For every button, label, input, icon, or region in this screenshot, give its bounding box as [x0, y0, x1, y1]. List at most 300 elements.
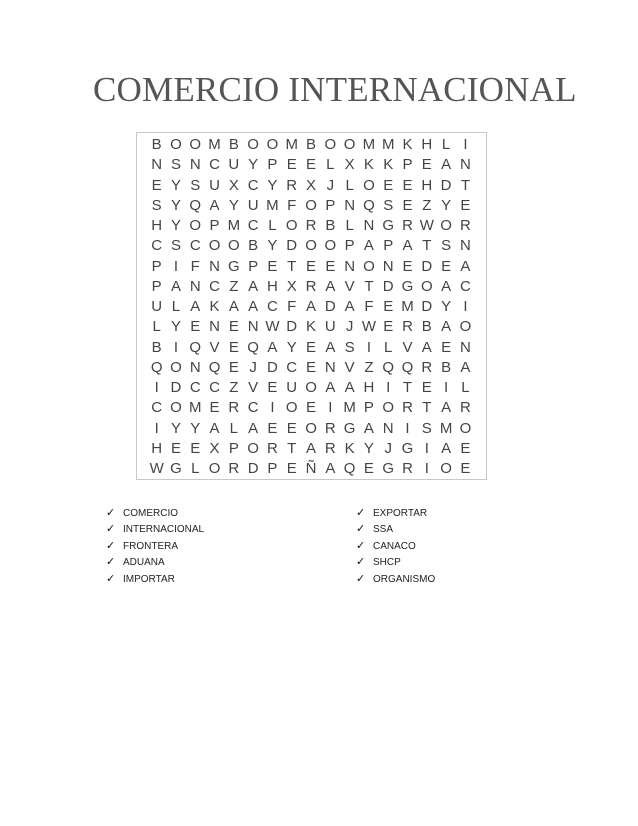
grid-letter: W [265, 318, 280, 336]
grid-letter: Q [189, 338, 202, 356]
grid-letter: O [170, 358, 182, 376]
grid-letter: E [209, 399, 220, 417]
grid-letter: E [383, 298, 394, 315]
grid-letter: A [344, 379, 355, 396]
grid-letter: I [154, 379, 159, 396]
grid-letter: A [363, 419, 374, 437]
grid-letter: A [325, 277, 336, 295]
grid-letter: O [189, 136, 202, 153]
grid-letter: R [402, 217, 413, 234]
checkmark-icon: ✓ [356, 538, 366, 552]
grid-letter: N [324, 358, 336, 376]
grid-letter: T [460, 176, 470, 194]
grid-letter: C [209, 156, 220, 174]
grid-letter: S [170, 237, 181, 255]
grid-letter: O [324, 237, 337, 255]
word-list-item [106, 505, 204, 521]
grid-letter: E [383, 318, 394, 336]
grid-letter: C [286, 358, 298, 376]
grid-letter: E [228, 338, 239, 356]
grid-letter: W [419, 217, 434, 234]
grid-letter: N [209, 318, 220, 336]
grid-letter: P [267, 460, 278, 477]
grid-letter: E [267, 419, 278, 437]
grid-letter: O [363, 257, 375, 275]
word-list-right [356, 505, 435, 587]
grid-letter: U [286, 379, 298, 396]
grid-letter: R [324, 439, 336, 457]
grid-letter: Y [170, 196, 181, 214]
grid-letter: E [306, 257, 317, 275]
grid-letter: J [384, 439, 392, 457]
word-label: INTERNACIONAL [123, 524, 205, 536]
word-label: SSA [373, 524, 394, 536]
grid-letter: H [421, 176, 433, 194]
grid-letter: M [266, 196, 279, 214]
grid-letter: F [190, 257, 200, 275]
grid-letter: E [286, 156, 297, 174]
grid-letter: Q [401, 358, 414, 376]
grid-letter: A [325, 338, 336, 356]
grid-letter: L [229, 419, 238, 437]
grid-letter: C [247, 399, 259, 417]
grid-letter: A [209, 419, 220, 437]
word-list-item [356, 554, 435, 570]
grid-letter: A [267, 338, 278, 356]
grid-letter: O [247, 439, 259, 457]
grid-letter: K [402, 136, 413, 153]
grid-letter: O [305, 237, 317, 255]
grid-letter: N [382, 257, 394, 275]
grid-letter: I [405, 419, 410, 437]
word-label: ADUANA [123, 557, 165, 569]
grid-letter: E [306, 156, 317, 174]
grid-letter: Y [267, 237, 278, 255]
grid-letter: A [190, 298, 201, 315]
grid-letter: D [286, 318, 298, 336]
word-label: SHCP [373, 557, 401, 569]
checkmark-icon: ✓ [106, 555, 116, 569]
grid-letter: O [305, 379, 317, 396]
grid-letter: Z [364, 358, 374, 376]
grid-letter: M [381, 136, 395, 153]
grid-letter: G [382, 217, 395, 234]
grid-letter: B [306, 136, 317, 153]
grid-letter: G [382, 460, 395, 477]
grid-letter: R [228, 460, 240, 477]
grid-letter: Y [441, 196, 452, 214]
checkmark-icon: ✓ [106, 571, 116, 585]
grid-letter: E [363, 460, 374, 477]
checkmark-icon: ✓ [106, 522, 116, 536]
grid-letter: A [441, 318, 452, 336]
grid-letter: A [363, 237, 374, 255]
checkmark-icon: ✓ [356, 571, 366, 585]
grid-letter: T [422, 237, 432, 255]
word-list-item [106, 571, 204, 587]
grid-letter: A [325, 379, 336, 396]
grid-letter: G [401, 439, 414, 457]
grid-letter: L [191, 460, 200, 477]
grid-letter: R [228, 399, 240, 417]
grid-letter: I [328, 399, 333, 417]
grid-letter: Q [343, 460, 356, 477]
grid-letter: M [188, 399, 202, 417]
grid-letter: M [401, 298, 414, 315]
grid-letter: Z [229, 379, 239, 396]
letter-grid [147, 135, 475, 479]
grid-letter: J [326, 176, 335, 194]
grid-letter: M [227, 217, 241, 234]
grid-letter: X [306, 176, 317, 194]
grid-letter: A [170, 277, 181, 295]
grid-letter: Q [150, 358, 163, 376]
grid-letter: R [459, 399, 471, 417]
grid-letter: L [171, 298, 181, 315]
grid-letter: A [306, 439, 317, 457]
word-list-item [356, 571, 435, 587]
word-label: CANACO [373, 540, 416, 552]
grid-letter: P [402, 156, 413, 174]
grid-letter: Y [286, 338, 297, 356]
grid-letter: A [248, 298, 259, 315]
grid-letter: O [324, 136, 337, 153]
grid-letter: I [424, 460, 429, 477]
grid-letter: I [270, 399, 275, 417]
grid-letter: D [324, 298, 336, 315]
grid-letter: R [305, 277, 317, 295]
grid-letter: O [382, 399, 395, 417]
grid-letter: N [189, 358, 201, 376]
grid-letter: H [267, 277, 278, 295]
grid-letter: N [382, 419, 394, 437]
word-list-item [356, 538, 435, 554]
grid-letter: C [267, 298, 278, 315]
grid-letter: E [306, 338, 317, 356]
grid-letter: L [345, 217, 354, 234]
grid-letter: N [459, 237, 471, 255]
grid-letter: J [345, 318, 354, 336]
grid-letter: N [209, 257, 220, 275]
grid-letter: S [190, 176, 201, 194]
grid-letter: W [361, 318, 376, 336]
grid-letter: Y [441, 298, 452, 315]
grid-letter: L [326, 156, 335, 174]
grid-letter: E [306, 399, 317, 417]
grid-letter: N [189, 156, 201, 174]
grid-letter: E [421, 156, 432, 174]
grid-letter: Ñ [305, 460, 317, 477]
grid-letter: O [343, 136, 356, 153]
grid-letter: S [170, 156, 181, 174]
grid-letter: B [441, 358, 452, 376]
grid-letter: O [208, 460, 221, 477]
grid-letter: N [459, 338, 471, 356]
grid-letter: K [363, 156, 374, 174]
grid-letter: R [402, 460, 413, 477]
grid-letter: Y [170, 318, 181, 336]
grid-letter: H [151, 217, 163, 234]
grid-letter: A [325, 460, 336, 477]
grid-letter: E [460, 460, 471, 477]
grid-letter: C [151, 399, 163, 417]
grid-letter: R [402, 399, 413, 417]
grid-letter: H [151, 439, 163, 457]
grid-letter: M [362, 136, 376, 153]
grid-letter: F [287, 298, 297, 315]
word-list-item [356, 505, 435, 521]
grid-letter: V [344, 277, 355, 295]
grid-letter: A [441, 156, 452, 174]
grid-letter: A [441, 277, 452, 295]
grid-letter: M [285, 136, 298, 153]
grid-letter: E [170, 439, 181, 457]
grid-letter: O [420, 277, 433, 295]
grid-letter: E [151, 176, 162, 194]
grid-letter: O [440, 460, 452, 477]
grid-letter: C [189, 237, 201, 255]
word-list-item [106, 538, 204, 554]
grid-letter: E [441, 257, 452, 275]
grid-letter: K [383, 156, 394, 174]
grid-letter: L [461, 379, 470, 396]
grid-letter: O [440, 217, 452, 234]
grid-letter: I [154, 419, 159, 437]
grid-letter: E [460, 196, 471, 214]
grid-letter: M [343, 399, 356, 417]
grid-letter: O [305, 196, 317, 214]
grid-letter: A [441, 439, 452, 457]
grid-letter: N [363, 217, 375, 234]
word-list-item [106, 521, 204, 537]
grid-letter: N [189, 277, 201, 295]
grid-letter: E [421, 379, 432, 396]
word-list-item [356, 521, 435, 537]
grid-letter: C [247, 176, 259, 194]
grid-letter: E [306, 358, 317, 376]
grid-letter: U [228, 156, 240, 174]
word-label: EXPORTAR [373, 508, 428, 519]
grid-letter: E [267, 379, 278, 396]
word-search-grid [136, 132, 487, 480]
grid-letter: P [325, 196, 336, 214]
word-label: IMPORTAR [123, 573, 175, 585]
grid-letter: U [209, 176, 220, 194]
grid-letter: Y [190, 419, 201, 437]
grid-letter: A [460, 257, 471, 275]
grid-letter: I [386, 379, 391, 396]
word-list-item [106, 554, 204, 570]
grid-letter: Y [170, 176, 181, 194]
grid-letter: G [170, 460, 182, 477]
grid-letter: R [305, 217, 317, 234]
grid-letter: O [363, 176, 375, 194]
grid-letter: R [421, 358, 433, 376]
word-list-left [106, 505, 204, 587]
grid-letter: Q [382, 358, 395, 376]
grid-letter: V [402, 338, 413, 356]
grid-letter: A [441, 399, 452, 417]
grid-letter: E [228, 358, 239, 376]
grid-letter: D [382, 277, 394, 295]
grid-letter: O [247, 136, 259, 153]
grid-letter: Q [208, 358, 221, 376]
grid-letter: P [344, 237, 355, 255]
grid-letter: T [422, 399, 432, 417]
grid-letter: S [441, 237, 452, 255]
grid-letter: P [151, 257, 162, 275]
grid-letter: N [151, 156, 163, 174]
grid-letter: D [170, 379, 182, 396]
grid-letter: O [459, 419, 472, 437]
grid-letter: P [151, 277, 162, 295]
grid-letter: I [173, 338, 179, 356]
grid-letter: C [209, 379, 220, 396]
checkmark-icon: ✓ [106, 506, 116, 519]
grid-letter: S [421, 419, 432, 437]
grid-letter: U [151, 298, 163, 315]
grid-letter: P [228, 439, 239, 457]
grid-letter: S [344, 338, 355, 356]
grid-letter: V [248, 379, 259, 396]
grid-letter: R [402, 318, 413, 336]
grid-letter: Z [229, 277, 239, 295]
word-label: FRONTERA [123, 540, 178, 552]
grid-letter: T [287, 257, 297, 275]
grid-letter: L [441, 136, 451, 153]
grid-letter: R [324, 419, 336, 437]
grid-letter: D [440, 176, 452, 194]
checkmark-icon: ✓ [106, 538, 116, 552]
grid-letter: P [383, 237, 394, 255]
grid-letter: Y [363, 439, 374, 457]
grid-letter: I [366, 338, 371, 356]
grid-letter: E [402, 257, 413, 275]
grid-letter: A [344, 298, 355, 315]
grid-letter: B [248, 237, 259, 255]
grid-letter: Q [363, 196, 375, 214]
grid-letter: R [267, 439, 278, 457]
grid-letter: K [344, 439, 355, 457]
grid-letter: O [170, 136, 182, 153]
grid-letter: C [459, 277, 471, 295]
grid-letter: C [189, 379, 201, 396]
grid-letter: N [344, 257, 356, 275]
grid-letter: P [248, 257, 259, 275]
grid-letter: G [228, 257, 240, 275]
grid-letter: X [286, 277, 297, 295]
grid-letter: E [325, 257, 336, 275]
grid-letter: I [424, 439, 429, 457]
grid-letter: E [267, 257, 278, 275]
grid-letter: O [228, 237, 240, 255]
grid-letter: C [209, 277, 220, 295]
grid-letter: U [324, 318, 336, 336]
grid-letter: O [266, 136, 279, 153]
grid-letter: L [152, 318, 161, 336]
grid-letter: R [286, 176, 298, 194]
grid-letter: M [439, 419, 453, 437]
grid-letter: X [228, 176, 239, 194]
checkmark-icon: ✓ [356, 506, 366, 519]
grid-letter: Z [422, 196, 432, 214]
grid-letter: V [344, 358, 355, 376]
grid-letter: K [209, 298, 220, 315]
grid-letter: B [228, 136, 239, 153]
page-title: COMERCIO INTERNACIONAL [93, 70, 577, 109]
grid-letter: X [209, 439, 220, 457]
grid-letter: S [383, 196, 394, 214]
grid-letter: E [190, 439, 201, 457]
grid-letter: E [402, 196, 413, 214]
grid-letter: E [228, 318, 239, 336]
grid-letter: T [364, 277, 374, 295]
grid-letter: E [441, 338, 452, 356]
grid-letter: A [402, 237, 413, 255]
grid-letter: A [248, 277, 259, 295]
grid-letter: H [363, 379, 375, 396]
checkmark-icon: ✓ [356, 522, 366, 536]
grid-letter: X [344, 156, 355, 174]
grid-letter: B [325, 217, 336, 234]
grid-letter: O [170, 399, 182, 417]
grid-letter: Y [228, 196, 239, 214]
grid-letter: F [364, 298, 374, 315]
grid-letter: B [421, 318, 432, 336]
grid-letter: D [421, 298, 433, 315]
grid-letter: E [460, 439, 471, 457]
grid-letter: O [459, 318, 472, 336]
grid-letter: D [267, 358, 278, 376]
word-label: COMERCIO [123, 508, 178, 519]
grid-letter: U [247, 196, 259, 214]
grid-letter: Y [248, 156, 259, 174]
grid-letter: R [459, 217, 471, 234]
grid-letter: V [209, 338, 220, 356]
grid-letter: P [209, 217, 220, 234]
grid-letter: C [151, 237, 163, 255]
grid-letter: B [151, 136, 162, 153]
grid-letter: E [286, 460, 297, 477]
grid-letter: A [421, 338, 432, 356]
grid-letter: E [383, 176, 394, 194]
grid-letter: T [402, 379, 413, 396]
grid-letter: J [249, 358, 257, 376]
grid-letter: A [209, 196, 220, 214]
grid-letter: S [151, 196, 162, 214]
grid-letter: L [345, 176, 354, 194]
grid-letter: N [459, 156, 471, 174]
grid-letter: D [286, 237, 298, 255]
grid-letter: Q [189, 196, 202, 214]
grid-letter: Y [170, 217, 181, 234]
grid-letter: Y [170, 419, 181, 437]
grid-letter: C [247, 217, 259, 234]
grid-letter: O [305, 419, 317, 437]
grid-letter: T [287, 439, 297, 457]
grid-letter: O [285, 217, 298, 234]
grid-letter: G [401, 277, 414, 295]
checkmark-icon: ✓ [356, 555, 366, 569]
grid-letter: D [421, 257, 433, 275]
grid-letter: E [190, 318, 201, 336]
grid-letter: A [306, 298, 317, 315]
grid-letter: I [444, 379, 449, 396]
grid-letter: L [268, 217, 277, 234]
grid-letter: E [402, 176, 413, 194]
grid-letter: O [208, 237, 221, 255]
grid-letter: I [173, 257, 179, 275]
